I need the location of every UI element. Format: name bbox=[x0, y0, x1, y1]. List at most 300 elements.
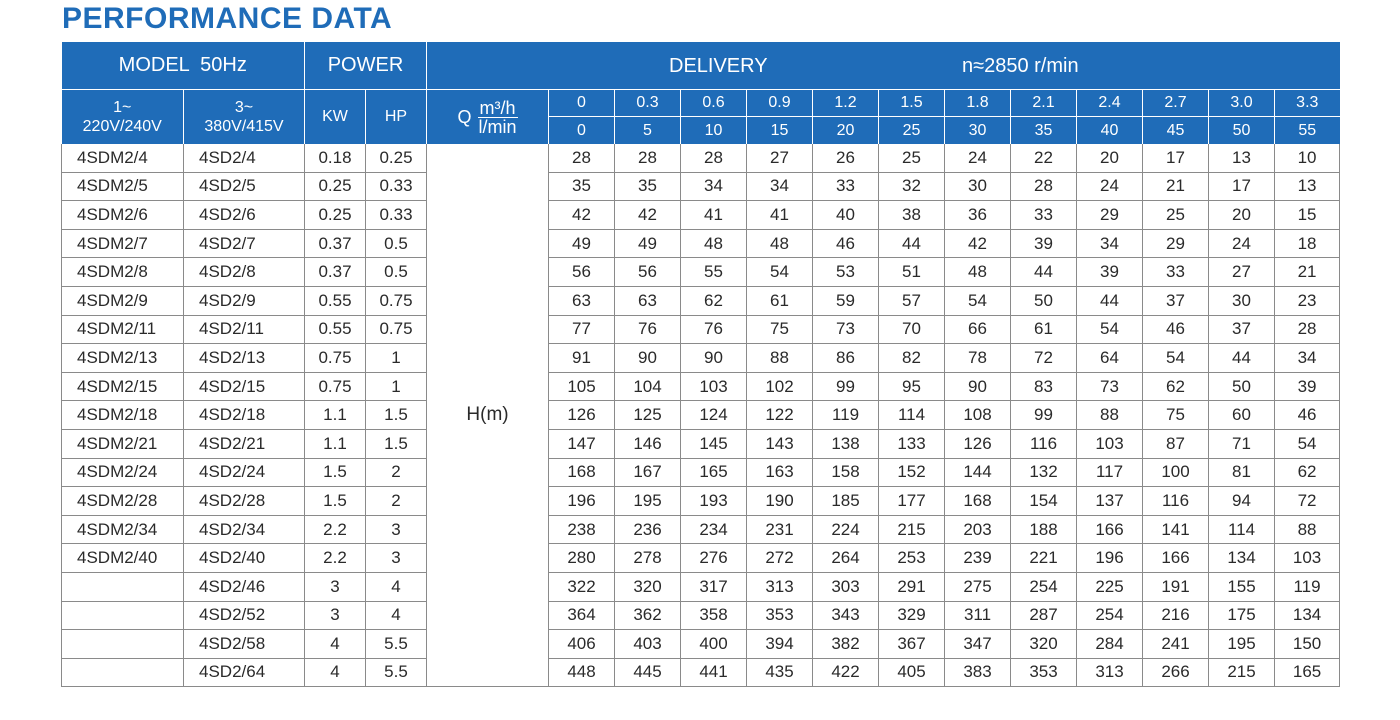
head-value: 116 bbox=[1143, 487, 1209, 516]
head-value: 320 bbox=[615, 572, 681, 601]
three-phase-voltage: 380V/415V bbox=[204, 118, 284, 135]
head-value: 313 bbox=[1077, 658, 1143, 687]
head-value: 225 bbox=[1077, 572, 1143, 601]
flow-lmin-cell: 5 bbox=[615, 117, 681, 145]
head-value: 362 bbox=[615, 601, 681, 630]
head-value: 165 bbox=[681, 458, 747, 487]
head-value: 166 bbox=[1143, 544, 1209, 573]
head-value: 238 bbox=[549, 515, 615, 544]
head-value: 30 bbox=[945, 172, 1011, 201]
head-value: 24 bbox=[945, 144, 1011, 172]
model-three-phase: 4SD2/46 bbox=[184, 572, 305, 601]
head-value: 353 bbox=[1011, 658, 1077, 687]
head-value: 33 bbox=[813, 172, 879, 201]
model-single-phase: 4SDM2/18 bbox=[62, 401, 184, 430]
head-value: 435 bbox=[747, 658, 813, 687]
head-value: 167 bbox=[615, 458, 681, 487]
head-value: 403 bbox=[615, 630, 681, 659]
head-value: 154 bbox=[1011, 487, 1077, 516]
model-three-phase: 4SD2/24 bbox=[184, 458, 305, 487]
single-phase-label: 1~ bbox=[113, 99, 132, 116]
model-three-phase: 4SD2/8 bbox=[184, 258, 305, 287]
head-value: 320 bbox=[1011, 630, 1077, 659]
unit-m3h: m³/h bbox=[479, 97, 516, 118]
delivery-header bbox=[427, 42, 1340, 90]
head-value: 116 bbox=[1011, 429, 1077, 458]
table-row bbox=[62, 144, 1340, 172]
table-row bbox=[62, 372, 1340, 401]
head-value: 287 bbox=[1011, 601, 1077, 630]
power-hp: 1 bbox=[366, 344, 427, 373]
power-kw: 1.1 bbox=[305, 429, 366, 458]
power-hp: 1.5 bbox=[366, 429, 427, 458]
head-value: 13 bbox=[1275, 172, 1340, 201]
head-value: 367 bbox=[879, 630, 945, 659]
head-value: 27 bbox=[747, 144, 813, 172]
head-value: 32 bbox=[879, 172, 945, 201]
head-value: 188 bbox=[1011, 515, 1077, 544]
head-value: 284 bbox=[1077, 630, 1143, 659]
head-value: 117 bbox=[1077, 458, 1143, 487]
head-value: 231 bbox=[747, 515, 813, 544]
table-row bbox=[62, 658, 1340, 687]
head-value: 78 bbox=[945, 344, 1011, 373]
head-value: 311 bbox=[945, 601, 1011, 630]
head-value: 146 bbox=[615, 429, 681, 458]
head-value: 88 bbox=[747, 344, 813, 373]
power-hp: 5.5 bbox=[366, 658, 427, 687]
head-value: 103 bbox=[681, 372, 747, 401]
head-value: 382 bbox=[813, 630, 879, 659]
model-single-phase: 4SDM2/34 bbox=[62, 515, 184, 544]
head-value: 91 bbox=[549, 344, 615, 373]
head-value: 103 bbox=[1077, 429, 1143, 458]
head-value: 105 bbox=[549, 372, 615, 401]
head-value: 422 bbox=[813, 658, 879, 687]
head-value: 62 bbox=[1275, 458, 1340, 487]
power-hp: 2 bbox=[366, 458, 427, 487]
head-value: 60 bbox=[1209, 401, 1275, 430]
flow-lmin-cell: 15 bbox=[747, 117, 813, 145]
flow-m3h-cell: 1.5 bbox=[879, 90, 945, 117]
power-hp: 5.5 bbox=[366, 630, 427, 659]
table-row bbox=[62, 544, 1340, 573]
head-value: 56 bbox=[549, 258, 615, 287]
model-three-phase: 4SD2/58 bbox=[184, 630, 305, 659]
power-kw: 1.5 bbox=[305, 458, 366, 487]
head-value: 108 bbox=[945, 401, 1011, 430]
single-phase-voltage: 220V/240V bbox=[82, 118, 162, 135]
power-kw: 0.18 bbox=[305, 144, 366, 172]
head-value: 15 bbox=[1275, 201, 1340, 230]
head-value: 394 bbox=[747, 630, 813, 659]
head-value: 41 bbox=[681, 201, 747, 230]
head-value: 119 bbox=[813, 401, 879, 430]
power-kw: 1.5 bbox=[305, 487, 366, 516]
model-single-phase: 4SDM2/21 bbox=[62, 429, 184, 458]
head-value: 383 bbox=[945, 658, 1011, 687]
power-hp: 0.25 bbox=[366, 144, 427, 172]
head-value: 10 bbox=[1275, 144, 1340, 172]
head-value: 275 bbox=[945, 572, 1011, 601]
head-value: 94 bbox=[1209, 487, 1275, 516]
head-value: 241 bbox=[1143, 630, 1209, 659]
flow-m3h-cell: 0.9 bbox=[747, 90, 813, 117]
table-row bbox=[62, 229, 1340, 258]
power-kw: 0.55 bbox=[305, 286, 366, 315]
power-kw: 3 bbox=[305, 601, 366, 630]
head-value: 25 bbox=[1143, 201, 1209, 230]
head-value: 100 bbox=[1143, 458, 1209, 487]
head-value: 103 bbox=[1275, 544, 1340, 573]
head-value: 41 bbox=[747, 201, 813, 230]
flow-lmin-cell: 55 bbox=[1275, 117, 1340, 145]
power-kw: 0.75 bbox=[305, 372, 366, 401]
three-phase-header bbox=[184, 90, 305, 145]
head-value: 34 bbox=[681, 172, 747, 201]
power-hp: 2 bbox=[366, 487, 427, 516]
head-value: 134 bbox=[1275, 601, 1340, 630]
head-value: 190 bbox=[747, 487, 813, 516]
model-three-phase: 4SD2/18 bbox=[184, 401, 305, 430]
head-value: 42 bbox=[615, 201, 681, 230]
three-phase-label: 3~ bbox=[234, 99, 254, 116]
head-value: 83 bbox=[1011, 372, 1077, 401]
unit-lmin: l/min bbox=[478, 116, 517, 137]
head-value: 54 bbox=[1077, 315, 1143, 344]
table-row bbox=[62, 344, 1340, 373]
flow-lmin-cell: 25 bbox=[879, 117, 945, 145]
power-hp: 3 bbox=[366, 544, 427, 573]
flow-m3h-cell: 0.6 bbox=[681, 90, 747, 117]
head-value: 75 bbox=[1143, 401, 1209, 430]
head-value: 46 bbox=[1143, 315, 1209, 344]
head-value: 29 bbox=[1143, 229, 1209, 258]
head-value: 49 bbox=[615, 229, 681, 258]
head-value: 75 bbox=[747, 315, 813, 344]
head-value: 99 bbox=[813, 372, 879, 401]
model-single-phase: 4SDM2/28 bbox=[62, 487, 184, 516]
head-value: 35 bbox=[549, 172, 615, 201]
model-three-phase: 4SD2/52 bbox=[184, 601, 305, 630]
head-value: 88 bbox=[1077, 401, 1143, 430]
table-row bbox=[62, 630, 1340, 659]
head-value: 168 bbox=[549, 458, 615, 487]
head-value: 276 bbox=[681, 544, 747, 573]
head-value: 34 bbox=[1077, 229, 1143, 258]
head-value: 21 bbox=[1143, 172, 1209, 201]
head-value: 143 bbox=[747, 429, 813, 458]
model-single-phase: 4SDM2/11 bbox=[62, 315, 184, 344]
power-kw: 4 bbox=[305, 658, 366, 687]
flow-lmin-cell: 20 bbox=[813, 117, 879, 145]
head-value: 73 bbox=[813, 315, 879, 344]
power-hp: 4 bbox=[366, 601, 427, 630]
head-value: 150 bbox=[1275, 630, 1340, 659]
head-value: 50 bbox=[1209, 372, 1275, 401]
head-value: 144 bbox=[945, 458, 1011, 487]
head-value: 72 bbox=[1275, 487, 1340, 516]
power-header: POWER bbox=[305, 42, 427, 90]
table-row bbox=[62, 315, 1340, 344]
head-value: 44 bbox=[1077, 286, 1143, 315]
table-row bbox=[62, 572, 1340, 601]
head-value: 76 bbox=[615, 315, 681, 344]
page-title: PERFORMANCE DATA bbox=[62, 2, 393, 35]
head-value: 53 bbox=[813, 258, 879, 287]
head-value: 138 bbox=[813, 429, 879, 458]
head-value: 203 bbox=[945, 515, 1011, 544]
model-single-phase bbox=[62, 601, 184, 630]
model-single-phase bbox=[62, 572, 184, 601]
head-value: 347 bbox=[945, 630, 1011, 659]
flow-m3h-cell: 2.7 bbox=[1143, 90, 1209, 117]
power-hp: 4 bbox=[366, 572, 427, 601]
head-value: 195 bbox=[1209, 630, 1275, 659]
head-value: 39 bbox=[1275, 372, 1340, 401]
head-value: 40 bbox=[813, 201, 879, 230]
model-single-phase: 4SDM2/5 bbox=[62, 172, 184, 201]
head-value: 86 bbox=[813, 344, 879, 373]
head-value: 141 bbox=[1143, 515, 1209, 544]
power-hp: 1.5 bbox=[366, 401, 427, 430]
head-value: 33 bbox=[1011, 201, 1077, 230]
head-value: 158 bbox=[813, 458, 879, 487]
flow-m3h-cell: 2.4 bbox=[1077, 90, 1143, 117]
head-value: 81 bbox=[1209, 458, 1275, 487]
head-value: 280 bbox=[549, 544, 615, 573]
performance-table bbox=[61, 42, 1340, 687]
head-value: 29 bbox=[1077, 201, 1143, 230]
table-row bbox=[62, 429, 1340, 458]
head-value: 193 bbox=[681, 487, 747, 516]
head-value: 28 bbox=[681, 144, 747, 172]
power-hp: 0.75 bbox=[366, 315, 427, 344]
head-value: 57 bbox=[879, 286, 945, 315]
head-value: 114 bbox=[1209, 515, 1275, 544]
head-value: 272 bbox=[747, 544, 813, 573]
power-kw: 1.1 bbox=[305, 401, 366, 430]
table-row bbox=[62, 172, 1340, 201]
power-hp: 0.5 bbox=[366, 229, 427, 258]
model-three-phase: 4SD2/40 bbox=[184, 544, 305, 573]
head-value: 234 bbox=[681, 515, 747, 544]
model-three-phase: 4SD2/9 bbox=[184, 286, 305, 315]
head-value: 61 bbox=[747, 286, 813, 315]
head-value: 59 bbox=[813, 286, 879, 315]
table-row bbox=[62, 286, 1340, 315]
head-value: 99 bbox=[1011, 401, 1077, 430]
power-hp: 1 bbox=[366, 372, 427, 401]
power-kw: 2.2 bbox=[305, 515, 366, 544]
head-value: 28 bbox=[549, 144, 615, 172]
head-value: 166 bbox=[1077, 515, 1143, 544]
head-value: 168 bbox=[945, 487, 1011, 516]
flow-m3h-cell: 3.3 bbox=[1275, 90, 1340, 117]
model-single-phase: 4SDM2/15 bbox=[62, 372, 184, 401]
flow-m3h-cell: 2.1 bbox=[1011, 90, 1077, 117]
head-value: 13 bbox=[1209, 144, 1275, 172]
power-kw: 0.37 bbox=[305, 229, 366, 258]
model-single-phase bbox=[62, 630, 184, 659]
head-value: 77 bbox=[549, 315, 615, 344]
power-kw: 2.2 bbox=[305, 544, 366, 573]
head-value: 54 bbox=[1275, 429, 1340, 458]
head-value: 87 bbox=[1143, 429, 1209, 458]
flow-lmin-cell: 30 bbox=[945, 117, 1011, 145]
model-three-phase: 4SD2/5 bbox=[184, 172, 305, 201]
flow-lmin-cell: 40 bbox=[1077, 117, 1143, 145]
model-three-phase: 4SD2/34 bbox=[184, 515, 305, 544]
head-value: 329 bbox=[879, 601, 945, 630]
model-single-phase: 4SDM2/40 bbox=[62, 544, 184, 573]
head-value: 24 bbox=[1077, 172, 1143, 201]
head-value: 42 bbox=[945, 229, 1011, 258]
head-value: 266 bbox=[1143, 658, 1209, 687]
model-single-phase: 4SDM2/6 bbox=[62, 201, 184, 230]
flow-m3h-cell: 1.8 bbox=[945, 90, 1011, 117]
model-three-phase: 4SD2/21 bbox=[184, 429, 305, 458]
head-value: 22 bbox=[1011, 144, 1077, 172]
head-value: 291 bbox=[879, 572, 945, 601]
flow-m3h-cell: 0 bbox=[549, 90, 615, 117]
head-value: 20 bbox=[1209, 201, 1275, 230]
head-value: 125 bbox=[615, 401, 681, 430]
hp-header: HP bbox=[366, 90, 427, 145]
head-value: 278 bbox=[615, 544, 681, 573]
head-value: 303 bbox=[813, 572, 879, 601]
table-row bbox=[62, 458, 1340, 487]
head-value: 25 bbox=[879, 144, 945, 172]
head-value: 24 bbox=[1209, 229, 1275, 258]
head-value: 133 bbox=[879, 429, 945, 458]
head-value: 124 bbox=[681, 401, 747, 430]
power-kw: 0.75 bbox=[305, 344, 366, 373]
head-value: 317 bbox=[681, 572, 747, 601]
head-value: 191 bbox=[1143, 572, 1209, 601]
head-value: 224 bbox=[813, 515, 879, 544]
head-value: 400 bbox=[681, 630, 747, 659]
head-value: 90 bbox=[681, 344, 747, 373]
head-value: 185 bbox=[813, 487, 879, 516]
head-value: 70 bbox=[879, 315, 945, 344]
head-value: 50 bbox=[1011, 286, 1077, 315]
head-value: 26 bbox=[813, 144, 879, 172]
head-value: 147 bbox=[549, 429, 615, 458]
head-value: 364 bbox=[549, 601, 615, 630]
head-value: 48 bbox=[681, 229, 747, 258]
head-value: 90 bbox=[945, 372, 1011, 401]
head-value: 34 bbox=[1275, 344, 1340, 373]
table-row bbox=[62, 201, 1340, 230]
flow-m3h-cell: 0.3 bbox=[615, 90, 681, 117]
head-value: 221 bbox=[1011, 544, 1077, 573]
model-single-phase: 4SDM2/7 bbox=[62, 229, 184, 258]
head-value: 152 bbox=[879, 458, 945, 487]
head-value: 155 bbox=[1209, 572, 1275, 601]
model-header: MODEL 50Hz bbox=[62, 42, 305, 90]
flow-lmin-cell: 10 bbox=[681, 117, 747, 145]
head-value: 64 bbox=[1077, 344, 1143, 373]
head-value: 132 bbox=[1011, 458, 1077, 487]
head-value: 119 bbox=[1275, 572, 1340, 601]
head-value: 20 bbox=[1077, 144, 1143, 172]
head-value: 54 bbox=[1143, 344, 1209, 373]
head-value: 54 bbox=[747, 258, 813, 287]
head-value: 63 bbox=[615, 286, 681, 315]
head-value: 405 bbox=[879, 658, 945, 687]
head-value: 28 bbox=[1275, 315, 1340, 344]
head-value: 28 bbox=[615, 144, 681, 172]
head-value: 163 bbox=[747, 458, 813, 487]
power-kw: 3 bbox=[305, 572, 366, 601]
head-value: 18 bbox=[1275, 229, 1340, 258]
head-value: 37 bbox=[1209, 315, 1275, 344]
model-three-phase: 4SD2/13 bbox=[184, 344, 305, 373]
head-value: 137 bbox=[1077, 487, 1143, 516]
head-value: 313 bbox=[747, 572, 813, 601]
head-value: 343 bbox=[813, 601, 879, 630]
model-single-phase: 4SDM2/9 bbox=[62, 286, 184, 315]
model-single-phase: 4SDM2/4 bbox=[62, 144, 184, 172]
head-value: 254 bbox=[1011, 572, 1077, 601]
head-value: 54 bbox=[945, 286, 1011, 315]
head-value: 441 bbox=[681, 658, 747, 687]
model-three-phase: 4SD2/28 bbox=[184, 487, 305, 516]
head-value: 33 bbox=[1143, 258, 1209, 287]
head-value: 196 bbox=[1077, 544, 1143, 573]
head-value: 215 bbox=[1209, 658, 1275, 687]
head-value: 38 bbox=[879, 201, 945, 230]
q-label: Q bbox=[457, 106, 472, 127]
head-value: 448 bbox=[549, 658, 615, 687]
head-value: 34 bbox=[747, 172, 813, 201]
head-value: 406 bbox=[549, 630, 615, 659]
head-value: 56 bbox=[615, 258, 681, 287]
head-value: 44 bbox=[1209, 344, 1275, 373]
head-value: 239 bbox=[945, 544, 1011, 573]
model-three-phase: 4SD2/15 bbox=[184, 372, 305, 401]
table-row bbox=[62, 601, 1340, 630]
head-value: 44 bbox=[879, 229, 945, 258]
head-label: H(m) bbox=[427, 144, 549, 687]
head-value: 49 bbox=[549, 229, 615, 258]
model-three-phase: 4SD2/7 bbox=[184, 229, 305, 258]
head-value: 175 bbox=[1209, 601, 1275, 630]
flow-lmin-cell: 35 bbox=[1011, 117, 1077, 145]
head-value: 322 bbox=[549, 572, 615, 601]
head-value: 82 bbox=[879, 344, 945, 373]
head-value: 145 bbox=[681, 429, 747, 458]
head-value: 165 bbox=[1275, 658, 1340, 687]
delivery-label: DELIVERY bbox=[669, 55, 768, 77]
model-single-phase bbox=[62, 658, 184, 687]
head-value: 195 bbox=[615, 487, 681, 516]
power-kw: 4 bbox=[305, 630, 366, 659]
head-value: 126 bbox=[945, 429, 1011, 458]
head-value: 353 bbox=[747, 601, 813, 630]
head-value: 253 bbox=[879, 544, 945, 573]
table-row bbox=[62, 401, 1340, 430]
table-row bbox=[62, 258, 1340, 287]
head-value: 134 bbox=[1209, 544, 1275, 573]
kw-header: KW bbox=[305, 90, 366, 145]
head-value: 44 bbox=[1011, 258, 1077, 287]
model-three-phase: 4SD2/64 bbox=[184, 658, 305, 687]
head-value: 23 bbox=[1275, 286, 1340, 315]
flow-m3h-cell: 3.0 bbox=[1209, 90, 1275, 117]
head-value: 37 bbox=[1143, 286, 1209, 315]
